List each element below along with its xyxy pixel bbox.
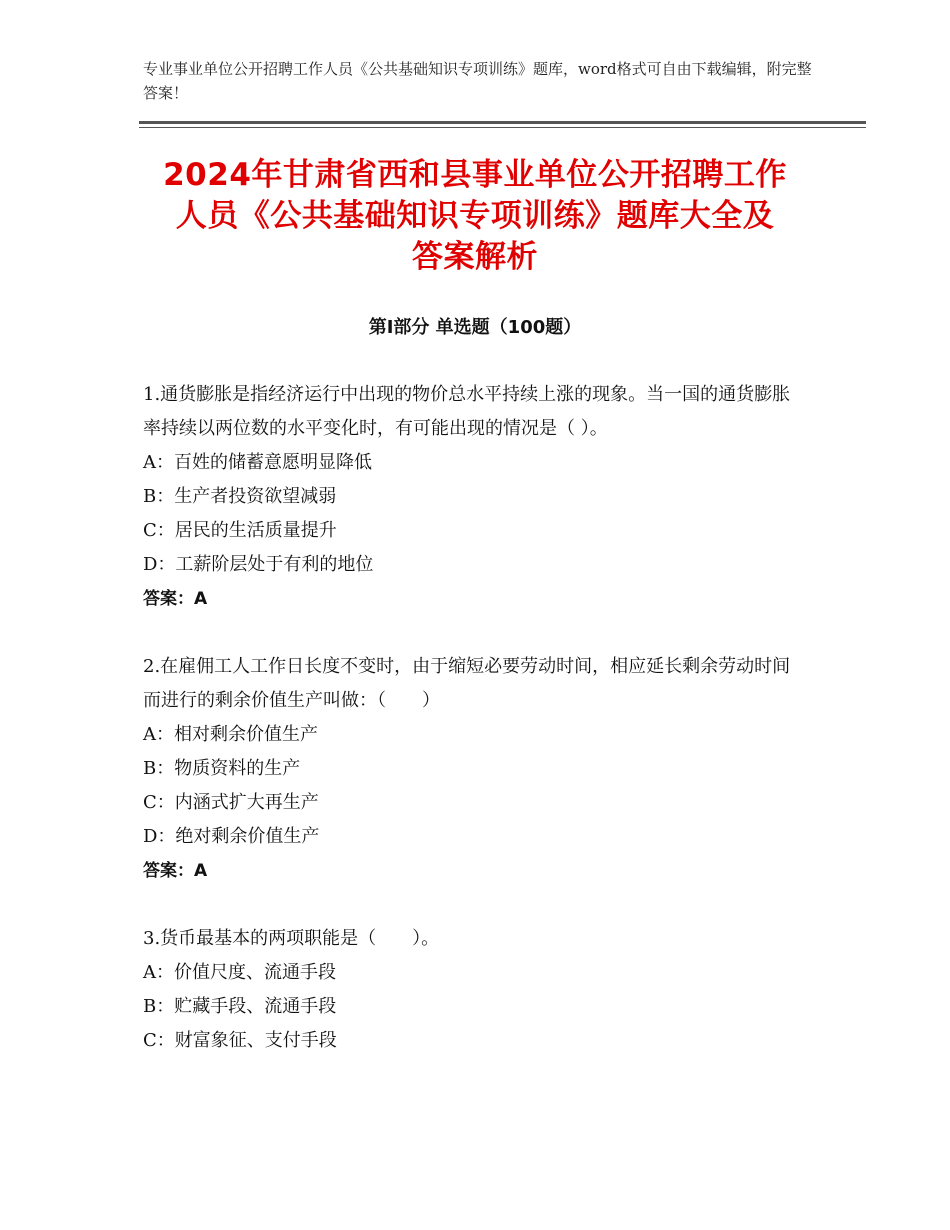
option-c: C：内涵式扩大再生产 [143,792,319,813]
title-line-1: 2024年甘肃省西和县事业单位公开招聘工作 [163,157,787,193]
question-1 [143,378,803,616]
question-stem: 3.货币最基本的两项职能是（ ）。 [143,928,440,949]
question-list [143,378,803,1092]
title-line-2: 人员《公共基础知识专项训练》题库大全及 [175,198,775,234]
question-3 [143,922,803,1058]
option-a: A：相对剩余价值生产 [143,724,318,745]
option-c: C：居民的生活质量提升 [143,520,337,541]
option-a: A：百姓的储蓄意愿明显降低 [143,452,372,473]
option-b: B：物质资料的生产 [143,758,301,779]
option-d: D：工薪阶层处于有利的地位 [143,554,374,575]
header-note: 专业事业单位公开招聘工作人员《公共基础知识专项训练》题库，word格式可自由下载编辑，附完整答案！ [143,60,812,102]
section-heading: 第Ⅰ部分 单选题（100题） [368,317,582,338]
document-title [120,155,830,278]
answer-label: 答案：A [143,861,208,881]
title-line-3: 答案解析 [412,239,538,275]
header-rule-thick [139,121,866,124]
option-b: B：生产者投资欲望减弱 [143,486,337,507]
header-rule-thin [139,127,866,128]
question-2 [143,650,803,888]
question-stem: 1.通货膨胀是指经济运行中出现的物价总水平持续上涨的现象。当一国的通货膨胀率持续以两位数的水平变化时，有可能出现的情况是（ ）。 [143,384,791,439]
question-stem: 2.在雇佣工人工作日长度不变时，由于缩短必要劳动时间，相应延长剩余劳动时间而进行的剩余价值生产叫做：（ ） [143,656,791,711]
answer-label: 答案：A [143,589,208,609]
option-d: D：绝对剩余价值生产 [143,826,320,847]
option-c: C：财富象征、支付手段 [143,1030,337,1051]
option-b: B：贮藏手段、流通手段 [143,996,337,1017]
option-a: A：价值尺度、流通手段 [143,962,336,983]
